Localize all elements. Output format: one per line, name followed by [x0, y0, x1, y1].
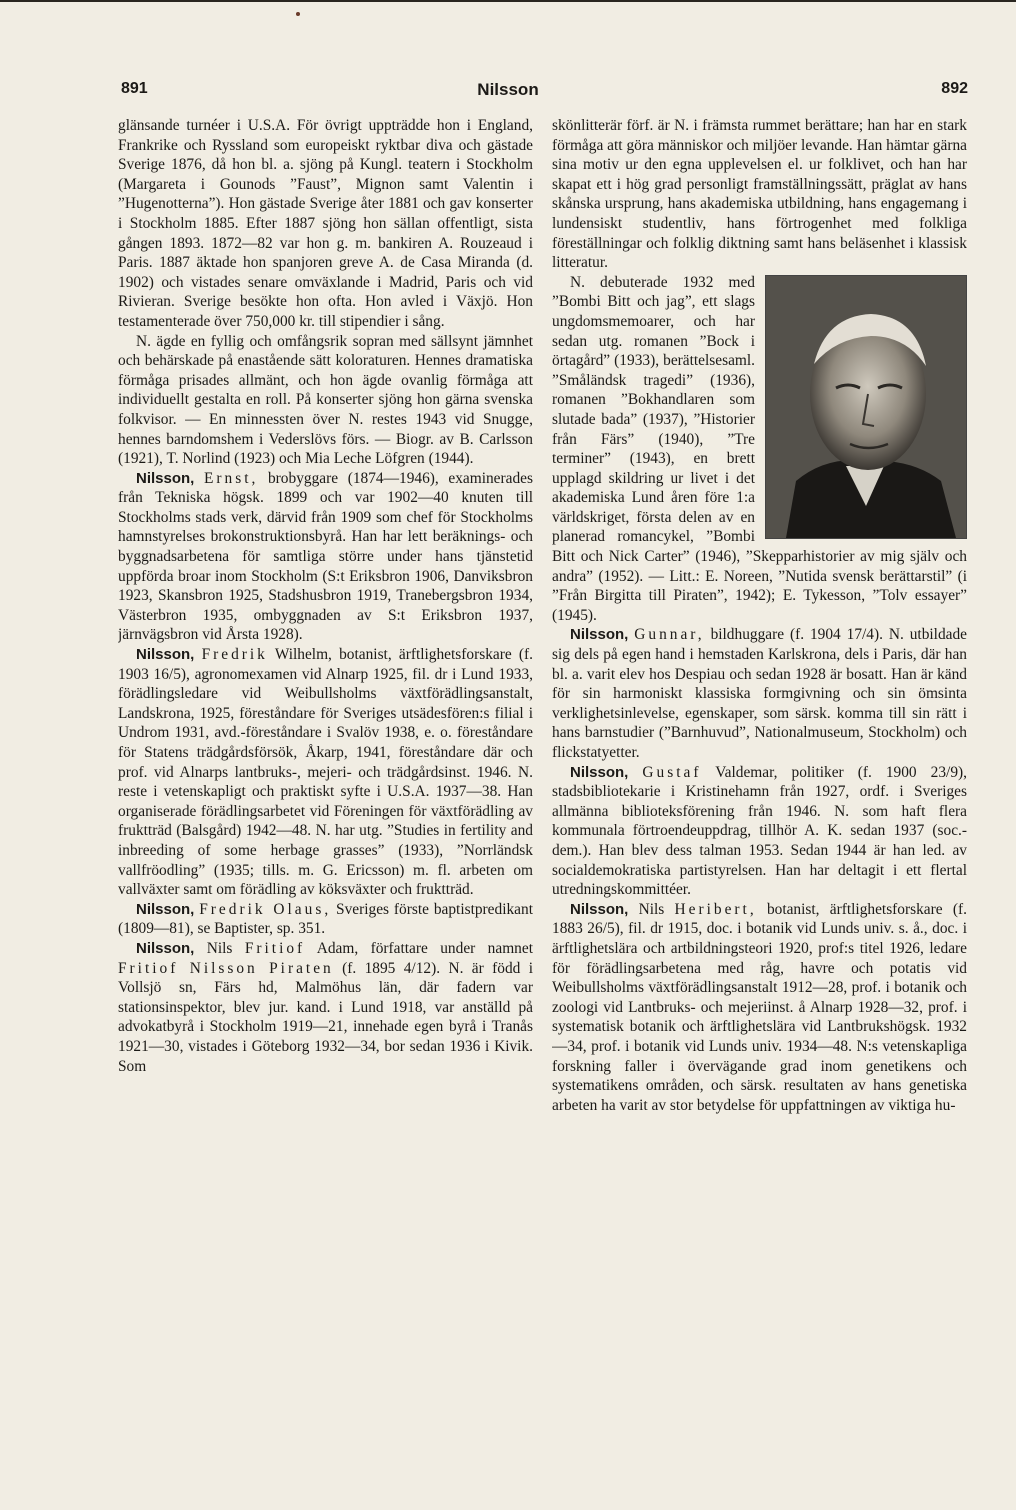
- entry-text: brobyggare (1874—1946), examinerades från Tekniska högsk. 1899 och var 1902—40 knuten till Stockholms stads verk, därvid från 1909 som chef för Stockholms hamnstyrelses brokonstruktionsbyrå. Han har lett beräknings- och byggnadsarbetena för samtliga större under hans tjänstetid uppförda broar inom Stockholm (S:t Eriksbron 1906, Danviksbron 1923, Skansbron 1925, Stadshusbron 1919, Tranebergsbron 1934, Västerbron 1935, ombyggnaden av S:t Eriksbron 1937, järnvägsbron vid Årsta 1928).: [118, 469, 533, 644]
- entry-fredrik-olaus: [118, 900, 533, 939]
- entry-headword: Nilsson,: [136, 469, 195, 487]
- entry-name: Ernst,: [204, 469, 259, 487]
- entry-name: Gustaf: [642, 763, 702, 781]
- portrait-photo: [765, 275, 967, 539]
- left-column: [118, 116, 533, 1386]
- page-number-left: 891: [121, 80, 148, 97]
- top-rule: [0, 0, 1016, 2]
- paragraph: N. ägde en fyllig och omfångsrik sopran med sällsynt jämnhet och behärskade på enastående sätt koloraturen. Hennes dramatiska förmåga prisades allmänt, och hon ägde ovanlig förmåga att individuellt gestalta en roll. På konserter sjöng hon gärna svenska folkvisor. — En minnessten över N. restes 1943 vid Snugge, hennes barndomshem i Vederslövs förs. — Biogr. av B. Carlsson (1921), T. Norlind (1923) och Mia Leche Löfgren (1944).: [118, 332, 533, 468]
- entry-text: bildhuggare (f. 1904 17/4). N. utbildade sig dels på egen hand i hemstaden Karlskrona, dels i Paris, där han bl. a. varit elev hos Despiau och sedan 1928 är bosatt. Han är känd för sin harmoniskt klassiska formgivning och sin ömsinta verklighetsinlevelse, egenskaper, som särsk. komma till sin rätt i hans barnstudier (”Barnhuvud”, Nationalmuseum, Stockholm) och flickstatyetter.: [552, 626, 967, 761]
- entry-name: Fredrik Olaus,: [199, 900, 332, 918]
- entry-headword: Nilsson,: [570, 626, 629, 644]
- entry-name: Gunnar,: [634, 626, 705, 644]
- entry-nils-heribert: [552, 900, 967, 1116]
- ink-dot: [296, 12, 300, 16]
- entry-text: Wilhelm, botanist, ärftlighetsforskare (f. 1903 16/5), agronomexamen vid Alnarp 1925, fil. dr i Lund 1933, förädlingsledare vid Weibullsholms växtförädlingsanstalt, Landskrona, 1925, föreståndare för Sveriges utsädesfören:s filial i Undrom 1931, avd.-föreståndare i Svalöv 1938, e. o. föreståndare för Statens trädgårdsförsök, Åkarp, 1941, föreståndare där och prof. vid Alnarps lantbruks-, mejeri- och trädgårdsinst. 1946. N. reste i vetenskapligt och praktiskt syfte i U.S.A. 1937—38. Han organiserade förädlingsarbetet vid Föreningen för växtförädling av fruktträd (Balsgård) 1942—48. N. har utg. ”Studies in fertility and inbreeding of some herbage grasses” (1933), ”Norrländsk vallfröodling” (1935; tills. m. G. Ericsson) m. fl. arbeten om vallväxter samt om förädling av köksväxter och fruktträd.: [118, 646, 533, 899]
- paragraph: glänsande turnéer i U.S.A. För övrigt uppträdde hon i England, Frankrike och Ryssland som europeiskt ryktbar diva och gästade Sverige 1876, då hon bl. a. sjöng på Kungl. teatern i Stockholm (Margareta i Gounods ”Faust”, Mignon samt Valentin i ”Hugenotterna”). Hon gästade Sverige åter 1881 och gav konserter i Stockholm 1885. Efter 1887 sjöng hon sällan offentligt, sista gången 1893. 1872—82 var hon g. m. bankiren A. Rouzeaud i Paris. 1887 äktade hon spanjoren greve A. de Casa Miranda (d. 1902) och vistades senare omväxlande i Madrid, Paris och vid Rivieran. Sverige besökte hon ofta. Hon avled i Växjö. Hon testamenterade över 750,000 kr. till stipendier i sång.: [118, 117, 533, 330]
- entry-text: Sveriges förste baptistpredikant (1809—81), se Baptister, sp. 351.: [118, 900, 533, 938]
- entry-headword: Nilsson,: [570, 900, 629, 918]
- page-header: [0, 80, 1016, 104]
- entry-text: Valdemar, politiker (f. 1900 23/9), stadsbibliotekarie i Kristinehamn från 1927, ordf. i Sveriges allmänna biblioteksförening från 1946. N. som haft flera kommunala förtroendeuppdrag, tillhör A. K. sedan 1937 (soc.-dem.). Han blev dess talman 1953. Sedan 1944 är han led. av socialdemokratiska partistyrelsen. Han har deltagit i ett flertal utredningskommittéer.: [552, 763, 967, 899]
- entry-gustaf: [552, 763, 967, 900]
- entry-fredrik-wilhelm: [118, 645, 533, 900]
- entry-gunnar: [552, 625, 967, 762]
- entry-ernst: [118, 469, 533, 645]
- page-number-right: 892: [941, 80, 968, 97]
- entry-name: Fritiof: [244, 939, 306, 957]
- entry-headword: Nilsson,: [136, 646, 195, 664]
- entry-fritiof: [118, 939, 533, 1076]
- entry-prename: Nils: [206, 939, 233, 957]
- paragraph: skönlitterär förf. är N. i främsta rummet berättare; han har en stark förmåga att göra människor och miljöer levande. Han hämtar gärna sina motiv ur den egna upplevelsen el. ur folklivet, och han har skapat ett i hög grad personligt framställningssätt, präglat av hans skånska ursprung, hans akademiska utbildning, hans engagemang i lundensiskt studentliv, hans förtrogenhet med folkliga föreställningar och folklig diktning samt hans beläsenhet i klassisk litteratur.: [552, 117, 967, 272]
- entry-headword: Nilsson,: [570, 763, 629, 781]
- entry-text: (f. 1895 4/12). N. är född i Vollsjö sn, Färs hd, Malmöhus län, där fadern var stationsinspektor, blev jur. kand. i Lund 1918, var anställd på advokatbyrå i Stockholm 1919—21, innehade egen byrå i Tranås 1921—30, vistades i Göteborg 1932—34, bor sedan 1936 i Kivik. Som: [118, 959, 533, 1075]
- entry-headword: Nilsson,: [136, 939, 195, 957]
- entry-name: Fredrik: [201, 646, 268, 664]
- running-head: Nilsson: [477, 80, 539, 99]
- paragraph-with-portrait: [552, 273, 967, 626]
- entry-name: Heribert,: [674, 900, 757, 918]
- portrait-image: [766, 276, 966, 538]
- entry-prename: Nils: [638, 900, 665, 918]
- paragraph-text: N. debuterade 1932 med ”Bombi Bitt och jag”, ett slags ungdomsmemoarer, och har sedan utg. romanen ”Bock i örtagård” (1933), berättelsesaml. ”Småländsk tragedi” (1936), romanen ”Bokhandlaren som slutade bada” (1937), ”Historier från Färs” (1940), ”Tre terminer” (1943), en brett upplagd skildring ur livet i det akademiska Lund åren före 1:a världskriget, första delen av en planerad romancykel, ”Bombi Bitt och Nick Carter” (1946), ”Skepparhistorier av mig själv och andra” (1952). — Litt.: E. Noreen, ”Nutida svensk berättarstil” (i ”Från Birgitta till Piraten”, 1942); E. Tykesson, ”Tolv essayer” (1945).: [552, 273, 967, 624]
- entry-text: Adam, författare under namnet: [316, 939, 533, 957]
- entry-pseudonym: Fritiof Nilsson Piraten: [118, 959, 334, 977]
- entry-text: botanist, ärftlighetsforskare (f. 1883 26/5), fil. dr 1915, doc. i botanik vid Lunds univ. s. å., doc. i ärftlighetslära och artbildningsteori 1920, prof:s titel 1926, ledare för förädlingsarbetena med råg, havre och potatis vid Weibullsholms växtförädlingsanstalt 1912—28, prof. i botanik och zoologi vid Lantbruks- och mejeriinst. å Alnarp 1928—32, prof. i systematisk botanik och ärftlighetslära vid Lantbrukshögsk. 1932—34, prof. i botanik vid Lunds univ. 1934—48. N:s vetenskapliga forskning faller i övervägande grad inom genetikens och systematikens områden, och särsk. resultaten av hans genetiska arbeten ha varit av stor betydelse för uppfattningen av viktiga hu-: [552, 900, 967, 1114]
- right-column: [552, 116, 967, 1386]
- entry-headword: Nilsson,: [136, 900, 195, 918]
